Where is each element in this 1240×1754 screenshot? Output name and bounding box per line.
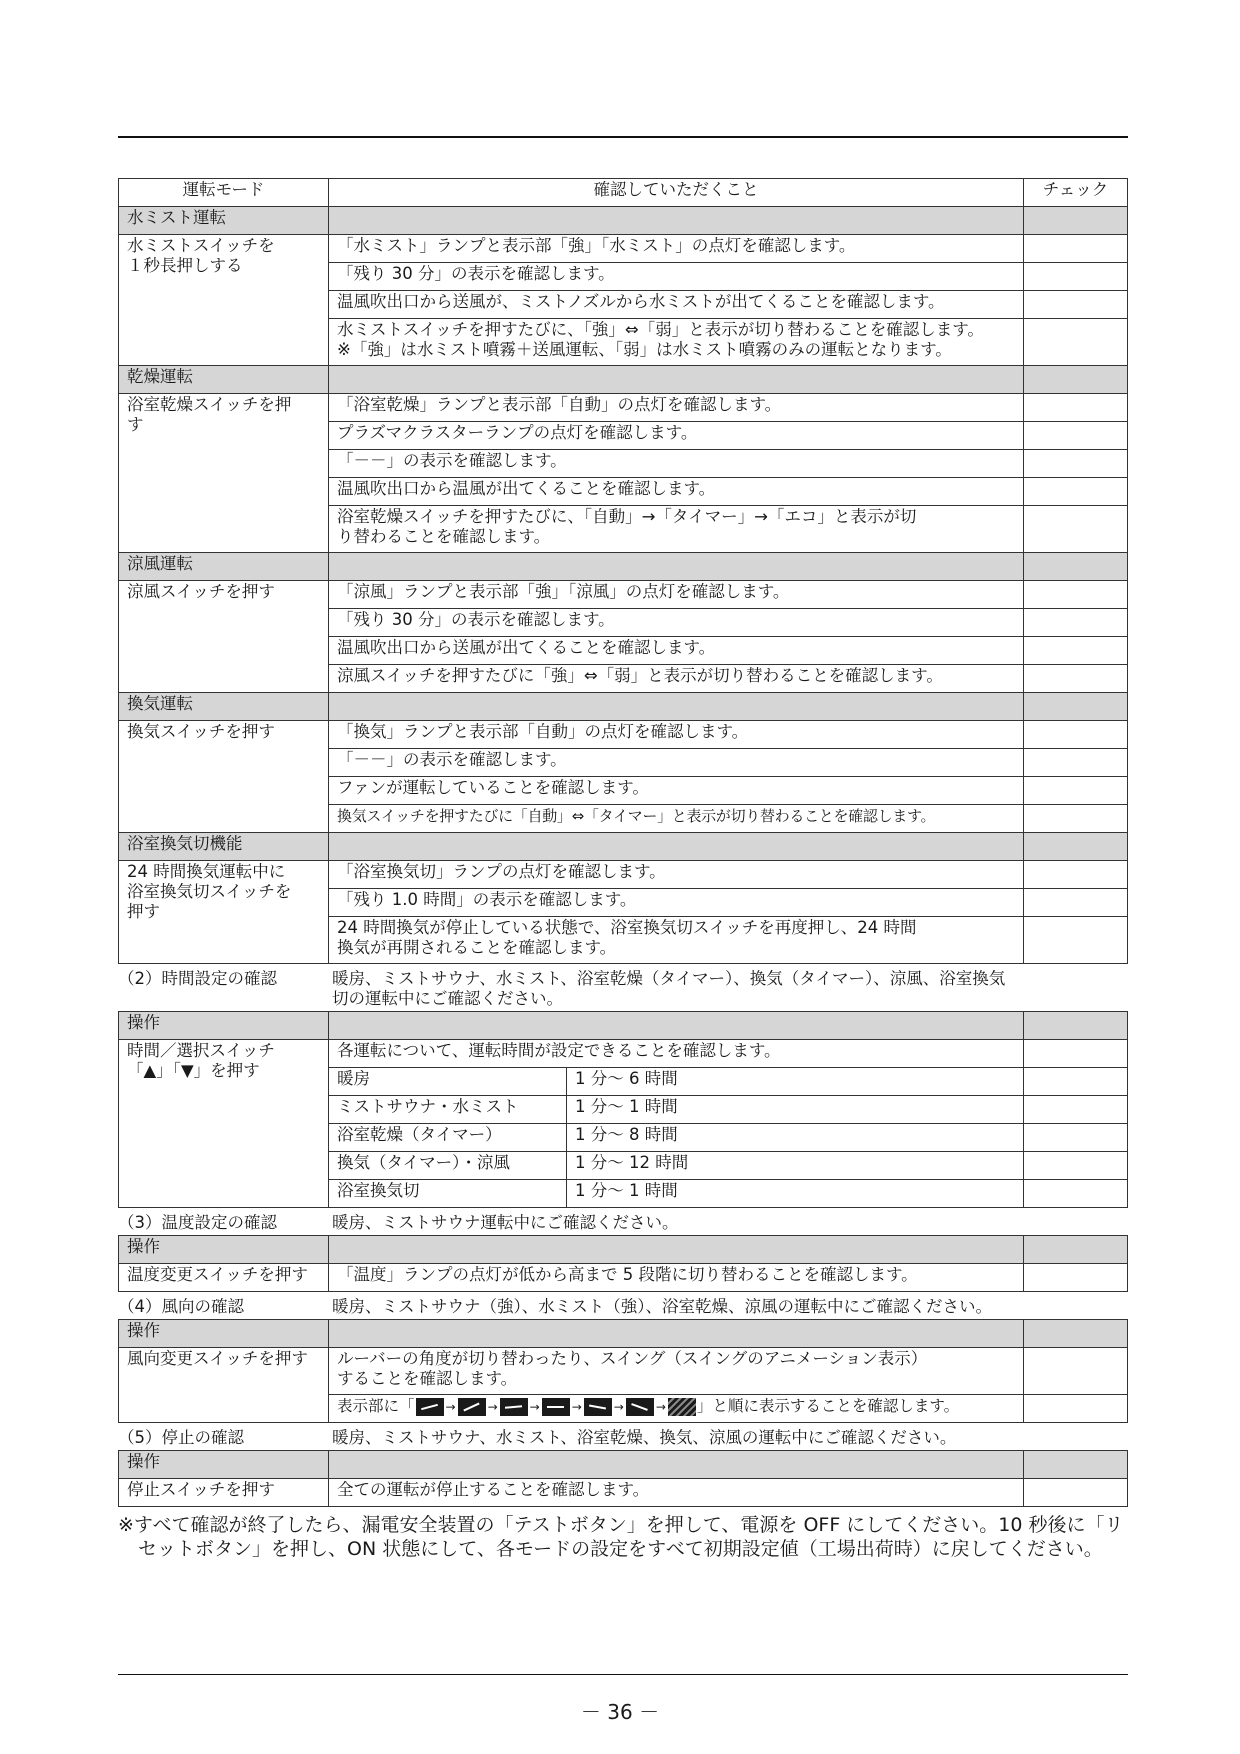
section-title: 水ミスト運転 (119, 207, 329, 235)
check-cell[interactable] (1024, 1451, 1128, 1479)
confirm-cell: ルーバーの角度が切り替わったり、スイング（スイングのアニメーション表示） することを確認します。 (329, 1348, 1024, 1395)
check-cell[interactable] (1024, 1124, 1128, 1152)
operation-cell: 換気スイッチを押す (119, 721, 329, 833)
check-cell[interactable] (1024, 478, 1128, 506)
confirm-cell: 「残り 30 分」の表示を確認します。 (329, 263, 1024, 291)
confirm-cell: 「浴室換気切」ランプの点灯を確認します。 (329, 861, 1024, 889)
header-mode: 運転モード (119, 179, 329, 207)
table-row (119, 235, 1128, 263)
check-cell[interactable] (1024, 665, 1128, 693)
operation-header: 操作 (119, 1451, 329, 1479)
table-row (119, 394, 1128, 422)
section-title-row (119, 833, 1128, 861)
louver-swing-icon (668, 1398, 696, 1416)
section-text: 暖房、ミストサウナ（強）、水ミスト（強）、浴室乾燥、涼風の運転中にご確認ください。 (332, 1297, 992, 1316)
section-title-row (119, 553, 1128, 581)
section-title-row (119, 207, 1128, 235)
section-text: 暖房、ミストサウナ運転中にご確認ください。 (332, 1213, 679, 1232)
confirm-cell: 24 時間換気が停止している状態で、浴室換気切スイッチを再度押し、24 時間 換気が再開されることを確認します。 (329, 917, 1024, 964)
operation-cell: 24 時間換気運転中に 浴室換気切スイッチを 押す (119, 861, 329, 964)
operation-cell: 温度変更スイッチを押す (119, 1264, 329, 1292)
check-cell[interactable] (1024, 1479, 1128, 1507)
confirm-cell: 「温度」ランプの点灯が低から高まで 5 段階に切り替わることを確認します。 (329, 1264, 1024, 1292)
check-cell[interactable] (1024, 1012, 1128, 1040)
range-cell: 1 分～ 1 時間 (567, 1180, 1024, 1208)
arrow-icon: → (487, 1399, 498, 1414)
operation-header-row (119, 1012, 1128, 1040)
section-label: （5）停止の確認 (118, 1428, 244, 1447)
check-cell[interactable] (1024, 861, 1128, 889)
check-cell[interactable] (1024, 450, 1128, 478)
top-rule (118, 136, 1128, 138)
range-cell: 1 分～ 8 時間 (567, 1124, 1024, 1152)
confirm-cell: 涼風スイッチを押すたびに「強」⇔「弱」と表示が切り替わることを確認します。 (329, 665, 1024, 693)
temp-setting-heading (118, 1208, 1128, 1235)
operation-header: 操作 (119, 1012, 329, 1040)
check-cell[interactable] (1024, 917, 1128, 964)
table-row (119, 1264, 1128, 1292)
time-setting-table (118, 1011, 1128, 1208)
operation-cell: 停止スイッチを押す (119, 1479, 329, 1507)
check-cell[interactable] (1024, 394, 1128, 422)
confirm-cell: 「水ミスト」ランプと表示部「強」「水ミスト」の点灯を確認します。 (329, 235, 1024, 263)
table-row (119, 1348, 1128, 1395)
check-cell[interactable] (1024, 235, 1128, 263)
check-cell[interactable] (1024, 1096, 1128, 1124)
display-sequence-suffix: 」と順に表示することを確認します。 (696, 1397, 960, 1415)
arrow-icon: → (529, 1399, 540, 1414)
confirm-cell: 「残り 30 分」の表示を確認します。 (329, 609, 1024, 637)
check-cell[interactable] (1024, 1040, 1128, 1068)
page-number: － 36 － (580, 1700, 660, 1724)
section-title: 涼風運転 (119, 553, 329, 581)
section-title-row (119, 366, 1128, 394)
check-cell[interactable] (1024, 693, 1128, 721)
mode-cell: 換気（タイマー）・涼風 (329, 1152, 567, 1180)
check-cell[interactable] (1024, 422, 1128, 450)
operation-cell: 時間／選択スイッチ 「▲」「▼」を押す (119, 1040, 329, 1208)
footnote: ※すべて確認が終了したら、漏電安全装置の「テストボタン」を押して、電源を OFF にしてください。10 秒後に「リセットボタン」を押し、ON 状態にして、各モードの設定をすべて初期設定値（工場出荷時）に戻してください。 (118, 1514, 1124, 1560)
arrow-icon: → (613, 1399, 624, 1414)
operation-cell: 浴室乾燥スイッチを押 す (119, 394, 329, 553)
check-cell[interactable] (1024, 291, 1128, 319)
check-cell[interactable] (1024, 207, 1128, 235)
section-label: （3）温度設定の確認 (118, 1213, 277, 1232)
check-cell[interactable] (1024, 366, 1128, 394)
display-sequence-prefix: 表示部に「 (337, 1397, 415, 1415)
table-row (119, 1040, 1128, 1068)
check-cell[interactable] (1024, 749, 1128, 777)
check-cell[interactable] (1024, 721, 1128, 749)
check-cell[interactable] (1024, 833, 1128, 861)
check-cell[interactable] (1024, 1068, 1128, 1096)
temp-setting-table (118, 1235, 1128, 1292)
range-cell: 1 分～ 12 時間 (567, 1152, 1024, 1180)
check-cell[interactable] (1024, 777, 1128, 805)
confirm-cell: 温風吹出口から送風が、ミストノズルから水ミストが出てくることを確認します。 (329, 291, 1024, 319)
header-check: チェック (1024, 179, 1128, 207)
stop-table (118, 1450, 1128, 1507)
section-title: 乾燥運転 (119, 366, 329, 394)
section-label: （4）風向の確認 (118, 1297, 244, 1316)
confirm-cell: プラズマクラスターランプの点灯を確認します。 (329, 422, 1024, 450)
arrow-icon: → (655, 1399, 666, 1414)
check-cell[interactable] (1024, 1180, 1128, 1208)
table-row (119, 1479, 1128, 1507)
check-cell[interactable] (1024, 805, 1128, 833)
arrow-icon: → (445, 1399, 456, 1414)
mode-cell: 浴室換気切 (329, 1180, 567, 1208)
operation-header-row (119, 1451, 1128, 1479)
section-label: （2）時間設定の確認 (118, 969, 277, 988)
confirm-cell: 「残り 1.0 時間」の表示を確認します。 (329, 889, 1024, 917)
check-cell[interactable] (1024, 889, 1128, 917)
operation-cell: 涼風スイッチを押す (119, 581, 329, 693)
stop-heading (118, 1423, 1128, 1450)
operation-header: 操作 (119, 1320, 329, 1348)
table-row (119, 721, 1128, 749)
confirm-cell: 「涼風」ランプと表示部「強」「涼風」の点灯を確認します。 (329, 581, 1024, 609)
check-cell[interactable] (1024, 1152, 1128, 1180)
confirm-cell: 水ミストスイッチを押すたびに、「強」⇔「弱」と表示が切り替わることを確認します。 ※「強」は水ミスト噴霧＋送風運転、「弱」は水ミスト噴霧のみの運転となります。 (329, 319, 1024, 366)
confirm-cell: 各運転について、運転時間が設定できることを確認します。 (329, 1040, 1024, 1068)
bottom-rule (118, 1674, 1128, 1675)
content (118, 178, 1128, 1561)
mode-cell: 浴室乾燥（タイマー） (329, 1124, 567, 1152)
check-cell[interactable] (1024, 1320, 1128, 1348)
louver-position-3-icon (500, 1398, 528, 1416)
wind-direction-heading (118, 1292, 1128, 1319)
louver-position-4-icon (542, 1398, 570, 1416)
arrow-icon: → (571, 1399, 582, 1414)
operation-header-row (119, 1320, 1128, 1348)
operation-header-row (119, 1236, 1128, 1264)
confirm-cell: 浴室乾燥スイッチを押すたびに、「自動」→「タイマー」→「エコ」と表示が切 り替わることを確認します。 (329, 506, 1024, 553)
header-confirm: 確認していただくこと (329, 179, 1024, 207)
confirm-cell: 温風吹出口から温風が出てくることを確認します。 (329, 478, 1024, 506)
louver-position-1-icon (416, 1398, 444, 1416)
check-cell[interactable] (1024, 1236, 1128, 1264)
table-row (119, 861, 1128, 889)
confirm-cell: 「－－」の表示を確認します。 (329, 450, 1024, 478)
louver-position-5-icon (584, 1398, 612, 1416)
section-title-row (119, 693, 1128, 721)
wind-direction-table (118, 1319, 1128, 1423)
confirm-cell: 「－－」の表示を確認します。 (329, 749, 1024, 777)
check-cell[interactable] (1024, 1348, 1128, 1395)
check-cell[interactable] (1024, 637, 1128, 665)
check-cell[interactable] (1024, 1395, 1128, 1423)
mode-cell: ミストサウナ・水ミスト (329, 1096, 567, 1124)
confirm-cell: ファンが運転していることを確認します。 (329, 777, 1024, 805)
operation-cell: 水ミストスイッチを １秒長押しする (119, 235, 329, 366)
check-cell[interactable] (1024, 1264, 1128, 1292)
section-title: 換気運転 (119, 693, 329, 721)
confirm-cell: 全ての運転が停止することを確認します。 (329, 1479, 1024, 1507)
confirm-cell: 「換気」ランプと表示部「自動」の点灯を確認します。 (329, 721, 1024, 749)
confirm-cell: 換気スイッチを押すたびに「自動」⇔「タイマー」と表示が切り替わることを確認します。 (329, 805, 1024, 833)
operation-check-table (118, 178, 1128, 964)
mode-cell: 暖房 (329, 1068, 567, 1096)
section-text: 暖房、ミストサウナ、水ミスト、浴室乾燥（タイマー）、換気（タイマー）、涼風、浴室換気 切の運転中にご確認ください。 (332, 969, 1006, 1008)
confirm-cell (329, 1395, 1024, 1423)
confirm-cell: 温風吹出口から送風が出てくることを確認します。 (329, 637, 1024, 665)
louver-position-6-icon (626, 1398, 654, 1416)
range-cell: 1 分～ 1 時間 (567, 1096, 1024, 1124)
section-text: 暖房、ミストサウナ、水ミスト、浴室乾燥、換気、涼風の運転中にご確認ください。 (332, 1428, 957, 1447)
check-cell[interactable] (1024, 609, 1128, 637)
section-title: 浴室換気切機能 (119, 833, 329, 861)
range-cell: 1 分～ 6 時間 (567, 1068, 1024, 1096)
check-cell[interactable] (1024, 553, 1128, 581)
louver-display-sequence (415, 1397, 697, 1417)
time-setting-heading (118, 964, 1128, 1011)
table-row (119, 581, 1128, 609)
check-cell[interactable] (1024, 506, 1128, 553)
operation-cell: 風向変更スイッチを押す (119, 1348, 329, 1423)
table-header-row (119, 179, 1128, 207)
confirm-cell: 「浴室乾燥」ランプと表示部「自動」の点灯を確認します。 (329, 394, 1024, 422)
operation-header: 操作 (119, 1236, 329, 1264)
check-cell[interactable] (1024, 581, 1128, 609)
louver-position-2-icon (458, 1398, 486, 1416)
check-cell[interactable] (1024, 263, 1128, 291)
check-cell[interactable] (1024, 319, 1128, 366)
